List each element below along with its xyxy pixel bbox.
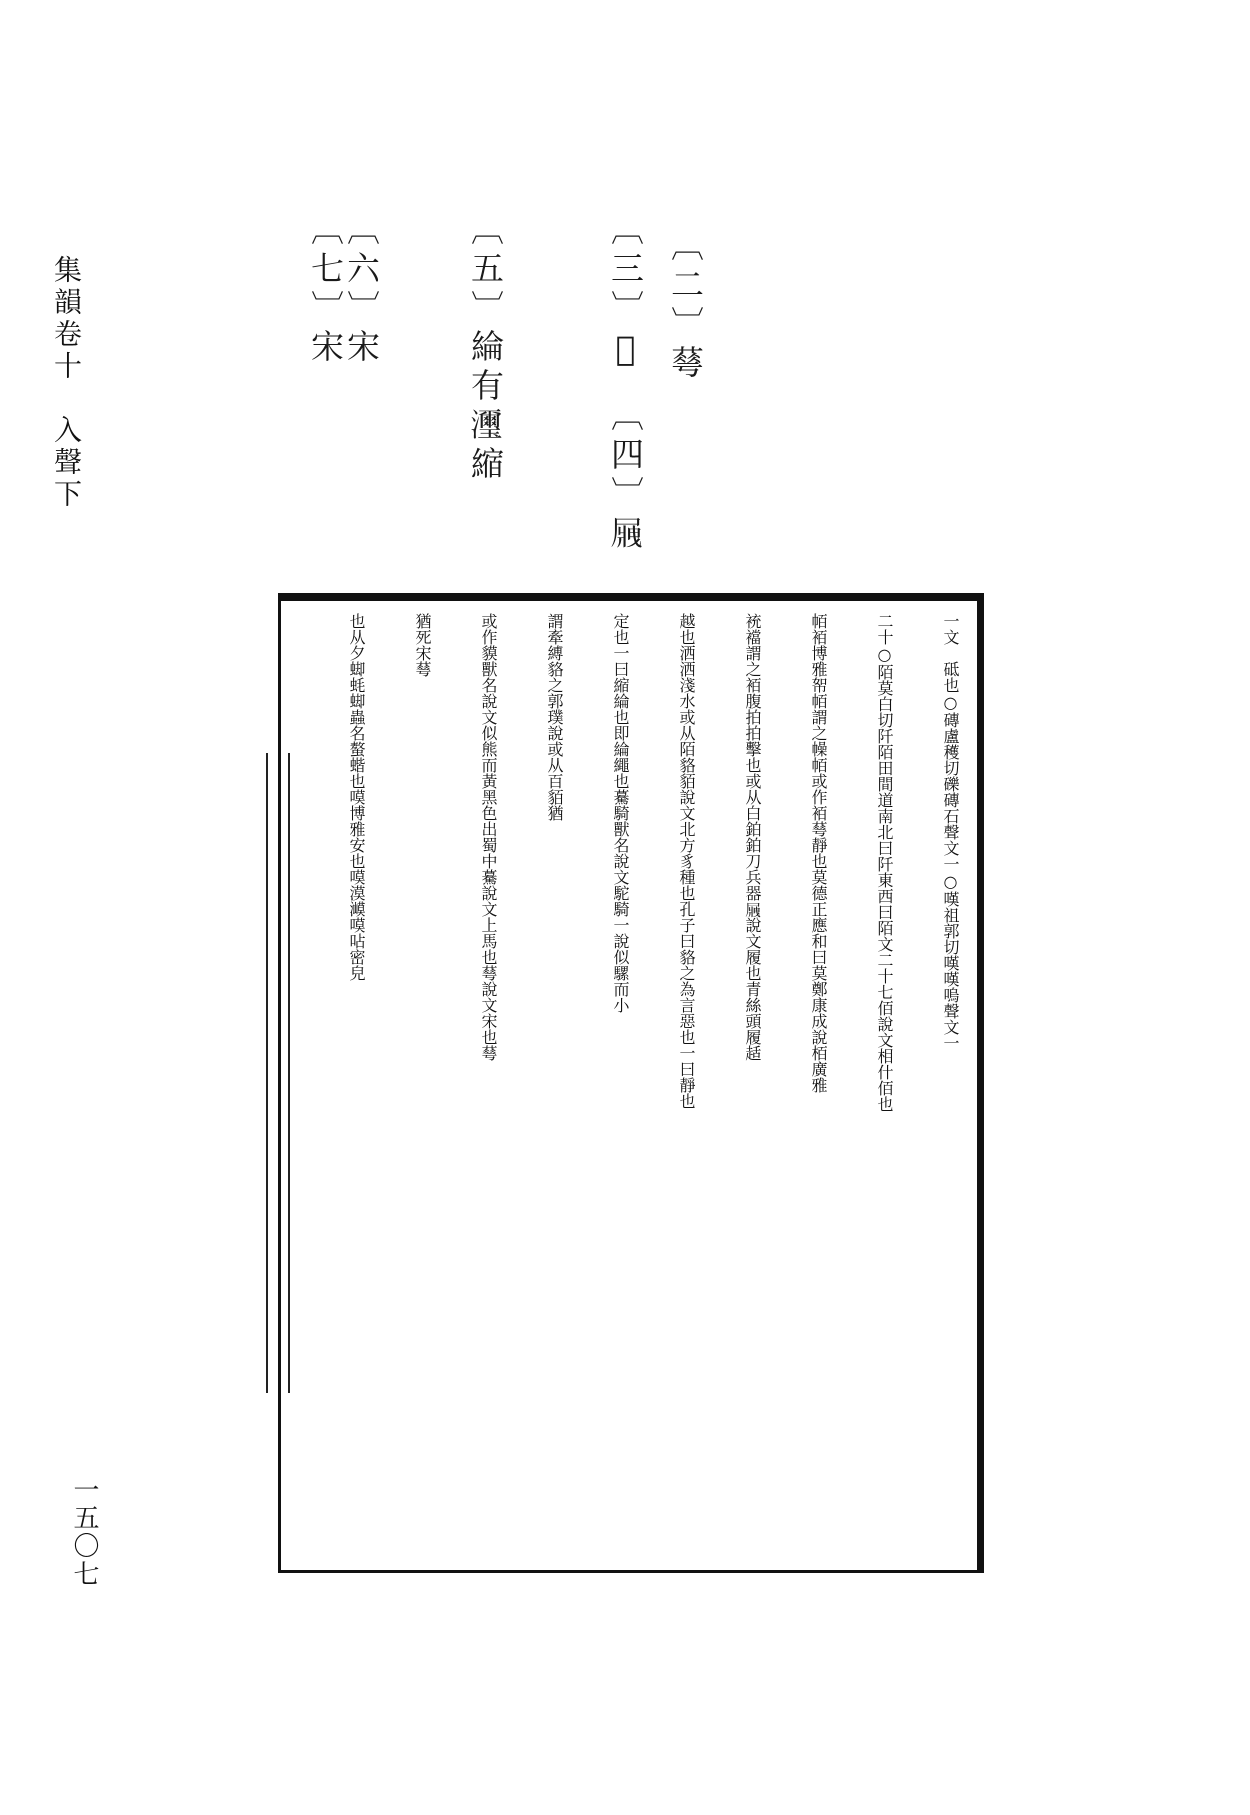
collation-note-6: 〔六〕宋 [342,212,381,368]
text-column: 一文 砥也○磚盧穫切礫磚石聲文一○嘆祖郭切嘆嘆嗚聲文一 [941,613,960,1051]
fold-gutter [266,753,290,1393]
collation-note-4: 〔四〕𡲿 [606,398,645,554]
text-column: 也从夕䖼蚝䖼蟲名螯蝔也嗼博雅安也嗼漠㵹嗼呫密皃 [347,613,366,981]
running-head: 集韻卷十 入聲下 [50,255,83,511]
text-column: 定也一曰縮綸也即綸繩也驀騎獸名說文駝騎一說似騾而小 [611,613,630,1013]
text-column: 越也洒洒淺水或从陌貉貊說文北方豸種也孔子曰貉之為言惡也一曰靜也 [677,613,696,1109]
page-number: 一五〇七 [69,1476,99,1588]
text-column: 二十○陌莫白切阡陌田間道南北曰阡東西曰陌文二十七佰說文相什佰也 [875,613,894,1112]
frame-right-rule [977,593,984,1573]
text-column: 䘪襠謂之袹腹拍拍擊也或从白鉑鉑刀兵器𡲿說文履也青絲頭履趏 [743,613,762,1061]
collation-note-2: 〔二〕䔢 [666,228,705,384]
frame-bottom-rule [278,1570,984,1573]
collation-note-7: 〔七〕宋 [306,212,345,368]
text-column: 或作貘獸名說文似熊而黃黑色出蜀中驀說文上馬也䔢說文宋也䔢 [479,613,498,1061]
frame-top-rule [278,593,984,601]
text-column: 猶死宋䔢 [413,613,432,677]
collation-note-5: 〔五〕綸有𤄽縮 [466,212,505,485]
main-text-block [278,593,984,1573]
text-column: 謂牽縛貉之郭璞說或从百貊猶 [545,613,564,821]
text-column: 帞袹博雅帤帞謂之幧帞或作袹䔢靜也莫德正應和曰莫鄭康成說栢廣雅 [809,613,828,1093]
collation-note-3: 〔三〕𥙊 [606,212,645,374]
